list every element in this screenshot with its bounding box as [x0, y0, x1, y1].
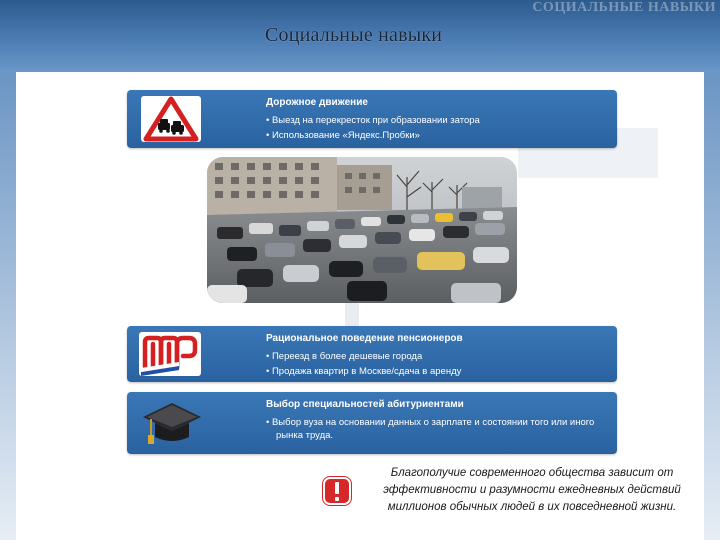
- card-bullet: • Продажа квартир в Москве/сдача в аренду: [266, 365, 609, 378]
- card-bullet: • Переезд в более дешевые города: [266, 350, 609, 363]
- card-bullet: • Использование «Яндекс.Пробки»: [266, 129, 609, 142]
- card-traffic: [127, 90, 617, 148]
- left-decoration: [0, 72, 16, 540]
- card-pensioners-text: [266, 332, 609, 380]
- card-traffic-text: [266, 96, 609, 144]
- right-decoration: [704, 72, 720, 540]
- footer-quote: Благополучие современного общества зависит от эффективности и разумности ежедневных действий миллионов обычных людей в их повседневной жизни.: [383, 467, 681, 513]
- warning-exclamation-icon: [321, 475, 353, 507]
- traffic-jam-photo: [207, 157, 517, 303]
- card-applicants: [127, 392, 617, 454]
- card-bullet: • Выбор вуза на основании данных о зарплате и состоянии того или иного рынка труда.: [266, 416, 609, 442]
- card-pensioners: [127, 326, 617, 382]
- traffic-jam-sign-icon: [141, 96, 201, 142]
- card-title: Выбор специальностей абитуриентами: [266, 399, 464, 410]
- pension-fund-logo: [139, 332, 201, 376]
- header-banner: [0, 0, 720, 72]
- card-title: Рациональное поведение пенсионеров: [266, 333, 463, 344]
- header-watermark: СОЦИАЛЬНЫЕ НАВЫКИ: [532, 0, 716, 15]
- card-title: Дорожное движение: [266, 97, 368, 108]
- card-bullet: • Выезд на перекресток при образовании затора: [266, 114, 609, 127]
- page-title: Социальные навыки: [265, 24, 443, 46]
- graduation-cap-icon: [141, 399, 203, 447]
- card-applicants-text: [266, 398, 609, 444]
